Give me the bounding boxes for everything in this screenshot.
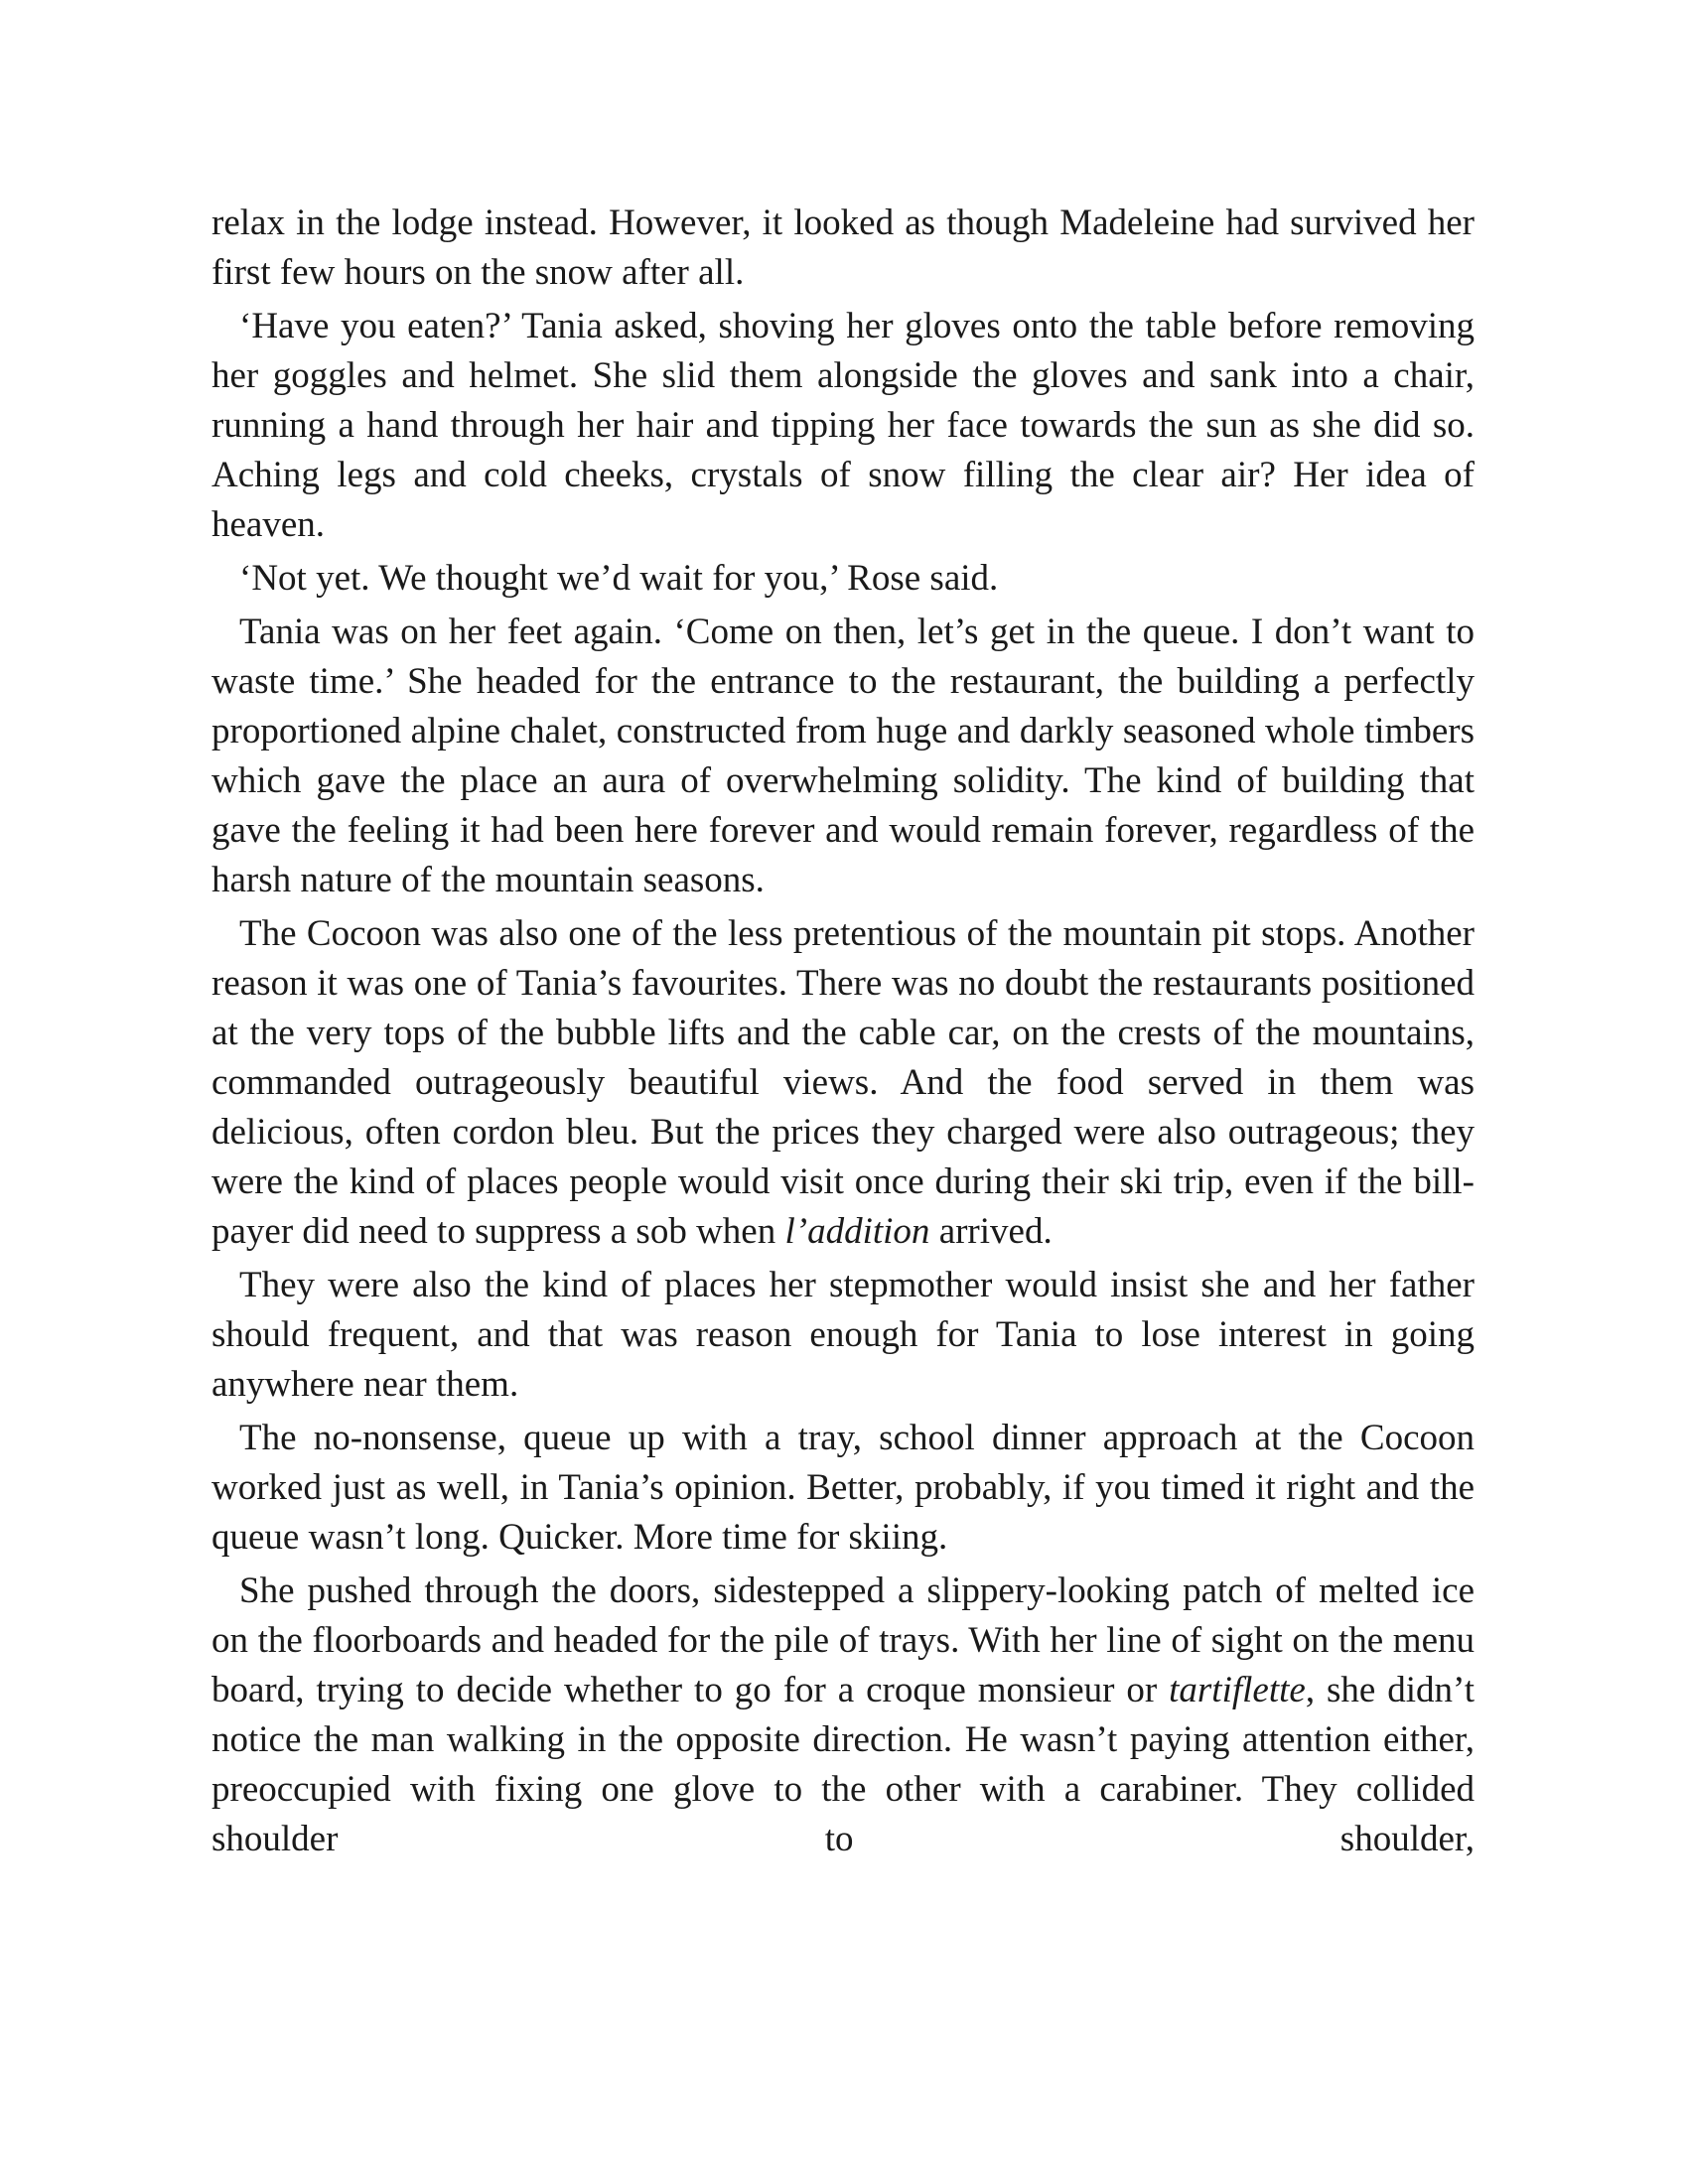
paragraph-3-text: ‘Not yet. We thought we’d wait for you,’ Rose said. xyxy=(239,558,999,599)
paragraph-5-italic-term: l’addition xyxy=(784,1211,930,1252)
paragraph-5-text-a: The Cocoon was also one of the less pretentious of the mountain pit stops. Another reason it was one of Tania’s favourites. There was no doubt the restaurants positioned at the very tops of the bubble lifts and the cable car, on the crests of the mountains, commanded outrageously beautiful views. And the food served in them was delicious, often cordon bleu. But the prices they charged were also outrageous; they were the kind of places people would visit once during their ski trip, even if the bill-payer did need to suppress a sob when xyxy=(211,913,1475,1252)
paragraph-2-text: ‘Have you eaten?’ Tania asked, shoving her gloves onto the table before removing her goggles and helmet. She slid them alongside the gloves and sank into a chair, running a hand through her hair and tipping her face towards the sun as she did so. Aching legs and cold cheeks, crystals of snow filling the clear air? Her idea of heaven. xyxy=(211,306,1475,545)
paragraph-4 xyxy=(211,608,1475,905)
paragraph-5 xyxy=(211,909,1475,1257)
paragraph-8-text-a: She pushed through the doors, sidestepped a slippery-looking patch of melted ice on the floorboards and headed for the pile of trays. With her line of sight on the menu board, trying to decide whether to go for a croque monsieur or xyxy=(211,1570,1475,1710)
paragraph-8 xyxy=(211,1567,1475,1864)
paragraph-7 xyxy=(211,1414,1475,1563)
paragraph-3 xyxy=(211,554,1475,604)
paragraph-7-text: The no-nonsense, queue up with a tray, school dinner approach at the Cocoon worked just as well, in Tania’s opinion. Better, probably, if you timed it right and the queue wasn’t long. Quicker. More time for skiing. xyxy=(211,1418,1475,1558)
paragraph-1-text: relax in the lodge instead. However, it looked as though Madeleine had survived her first few hours on the snow after all. xyxy=(211,203,1475,293)
paragraph-6-text: They were also the kind of places her stepmother would insist she and her father should frequent, and that was reason enough for Tania to lose interest in going anywhere near them. xyxy=(211,1265,1475,1405)
paragraph-2 xyxy=(211,302,1475,550)
paragraph-8-italic-term: tartiflette xyxy=(1169,1670,1306,1710)
paragraph-8-text-b: , she didn’t notice the man walking in the opposite direction. He wasn’t paying attention either, preoccupied with fixing one glove to the other with a carabiner. They collided shoulder to shoulder, xyxy=(211,1670,1475,1859)
paragraph-4-text: Tania was on her feet again. ‘Come on then, let’s get in the queue. I don’t want to waste time.’ She headed for the entrance to the restaurant, the building a perfectly proportioned alpine chalet, constructed from huge and darkly seasoned whole timbers which gave the place an aura of overwhelming solidity. The kind of building that gave the feeling it had been here forever and would remain forever, regardless of the harsh nature of the mountain seasons. xyxy=(211,612,1475,900)
page-body xyxy=(211,199,1475,1868)
paragraph-5-text-b: arrived. xyxy=(929,1211,1053,1252)
paragraph-6 xyxy=(211,1261,1475,1410)
paragraph-1 xyxy=(211,199,1475,298)
